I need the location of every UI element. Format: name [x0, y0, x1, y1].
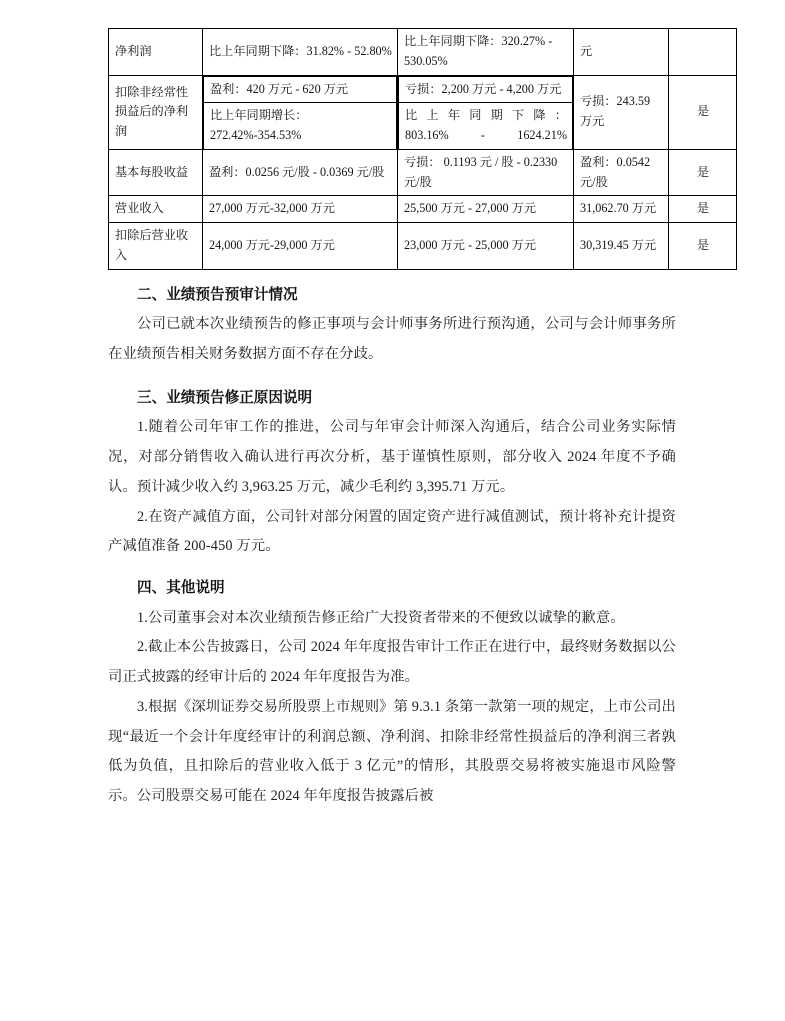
- earnings-forecast-table: [108, 28, 737, 270]
- table-row: [109, 29, 737, 76]
- nested-row: [204, 76, 397, 103]
- section-three-item-1: 1.随着公司年审工作的推进，公司与年审会计师深入沟通后，结合公司业务实际情况，对部分销售收入确认进行再次分析，基于谨慎性原则，部分收入 2024 年度不予确认。预计减少收入约 3,963.25 万元，减少毛利约 3,395.71 万元。: [108, 419, 676, 495]
- spacer: [108, 302, 676, 310]
- table-row: [109, 75, 737, 149]
- table-cell-last-year: 31,062.70 万元: [574, 196, 669, 223]
- section-four-item-3: 3.根据《深圳证券交易所股票上市规则》第 9.3.1 条第一款第一项的规定，上市公司出现“最近一个会计年度经审计的利润总额、净利润、扣除非经常性损益后的净利润三者孰低为负值，且扣除后的营业收入低于 3 亿元”的情形，其股票交易将被实施退市风险警示。公司股票交易可能在 2024 年年度报告披露后被: [108, 698, 677, 804]
- nested-row: [399, 103, 573, 149]
- section-four-item-2: 2.截止本公告披露日，公司 2024 年年度报告审计工作正在进行中，最终财务数据以公司正式披露的经审计后的 2024 年年度报告为准。: [108, 639, 676, 686]
- table-cell-item: 净利润: [109, 29, 203, 76]
- nested-cell-original-line2: 比 上 年 同 期 下 降 ：803.16% - 1624.21%: [399, 103, 573, 149]
- table-cell-item: 扣除非经常性损益后的净利润: [109, 75, 203, 149]
- table-cell-item: 扣除后营业收入: [109, 223, 203, 270]
- nested-cell-revised-line2: 比上年同期增长：272.42%-354.53%: [204, 103, 397, 149]
- spacer: [108, 370, 676, 391]
- nested-cell-original-line1: 亏损：2,200 万元 - 4,200 万元: [399, 76, 573, 103]
- table-cell-flag: 是: [669, 223, 737, 270]
- table-cell-revised: 比上年同期下降：31.82% - 52.80%: [203, 29, 398, 76]
- section-heading-two: 二、业绩预告预审计情况: [137, 286, 298, 303]
- section-heading-three: 三、业绩预告修正原因说明: [137, 389, 313, 406]
- table-cell-flag: [669, 29, 737, 76]
- table-row: [109, 196, 737, 223]
- page-content: [108, 28, 710, 812]
- section-three-item-2: 2.在资产减值方面，公司针对部分闲置的固定资产进行减值测试，预计将补充计提资产减值准备 200-450 万元。: [108, 508, 676, 555]
- table-cell-revised: 27,000 万元-32,000 万元: [203, 196, 398, 223]
- table-cell-original: [398, 75, 574, 149]
- table-cell-revised: 盈利：0.0256 元/股 - 0.0369 元/股: [203, 149, 398, 196]
- nested-row: [204, 103, 397, 149]
- spacer: [108, 596, 676, 604]
- nested-cell-revised-line1: 盈利：420 万元 - 620 万元: [204, 76, 397, 103]
- section-two-paragraph: 公司已就本次业绩预告的修正事项与会计师事务所进行预沟通，公司与会计师事务所在业绩预告相关财务数据方面不存在分歧。: [108, 316, 676, 362]
- table-cell-item: 基本每股收益: [109, 149, 203, 196]
- table-cell-last-year: 30,319.45 万元: [574, 223, 669, 270]
- nested-row: [399, 76, 573, 103]
- table-cell-original: 25,500 万元 - 27,000 万元: [398, 196, 574, 223]
- nested-original-table: [398, 76, 573, 149]
- table-cell-original: 亏损： 0.1193 元 / 股 - 0.2330 元/股: [398, 149, 574, 196]
- table-cell-original: 比上年同期下降：320.27% - 530.05%: [398, 29, 574, 76]
- table-row: [109, 149, 737, 196]
- spacer: [108, 405, 676, 413]
- section-heading-four: 四、其他说明: [137, 579, 225, 596]
- table-cell-flag: 是: [669, 196, 737, 223]
- table-cell-last-year: 元: [574, 29, 669, 76]
- section-four-item-1: 1.公司董事会对本次业绩预告修正给广大投资者带来的不便致以诚挚的歉意。: [137, 609, 625, 626]
- table-row: [109, 223, 737, 270]
- spacer: [108, 270, 676, 288]
- table-cell-last-year: 亏损：243.59 万元: [574, 75, 669, 149]
- spacer: [108, 562, 676, 581]
- table-cell-flag: 是: [669, 75, 737, 149]
- table-cell-original: 23,000 万元 - 25,000 万元: [398, 223, 574, 270]
- table-cell-item: 营业收入: [109, 196, 203, 223]
- table-cell-revised: 24,000 万元-29,000 万元: [203, 223, 398, 270]
- nested-revised-table: [203, 76, 397, 149]
- table-cell-last-year: 盈利：0.0542 元/股: [574, 149, 669, 196]
- table-cell-flag: 是: [669, 149, 737, 196]
- table-cell-revised: [203, 75, 398, 149]
